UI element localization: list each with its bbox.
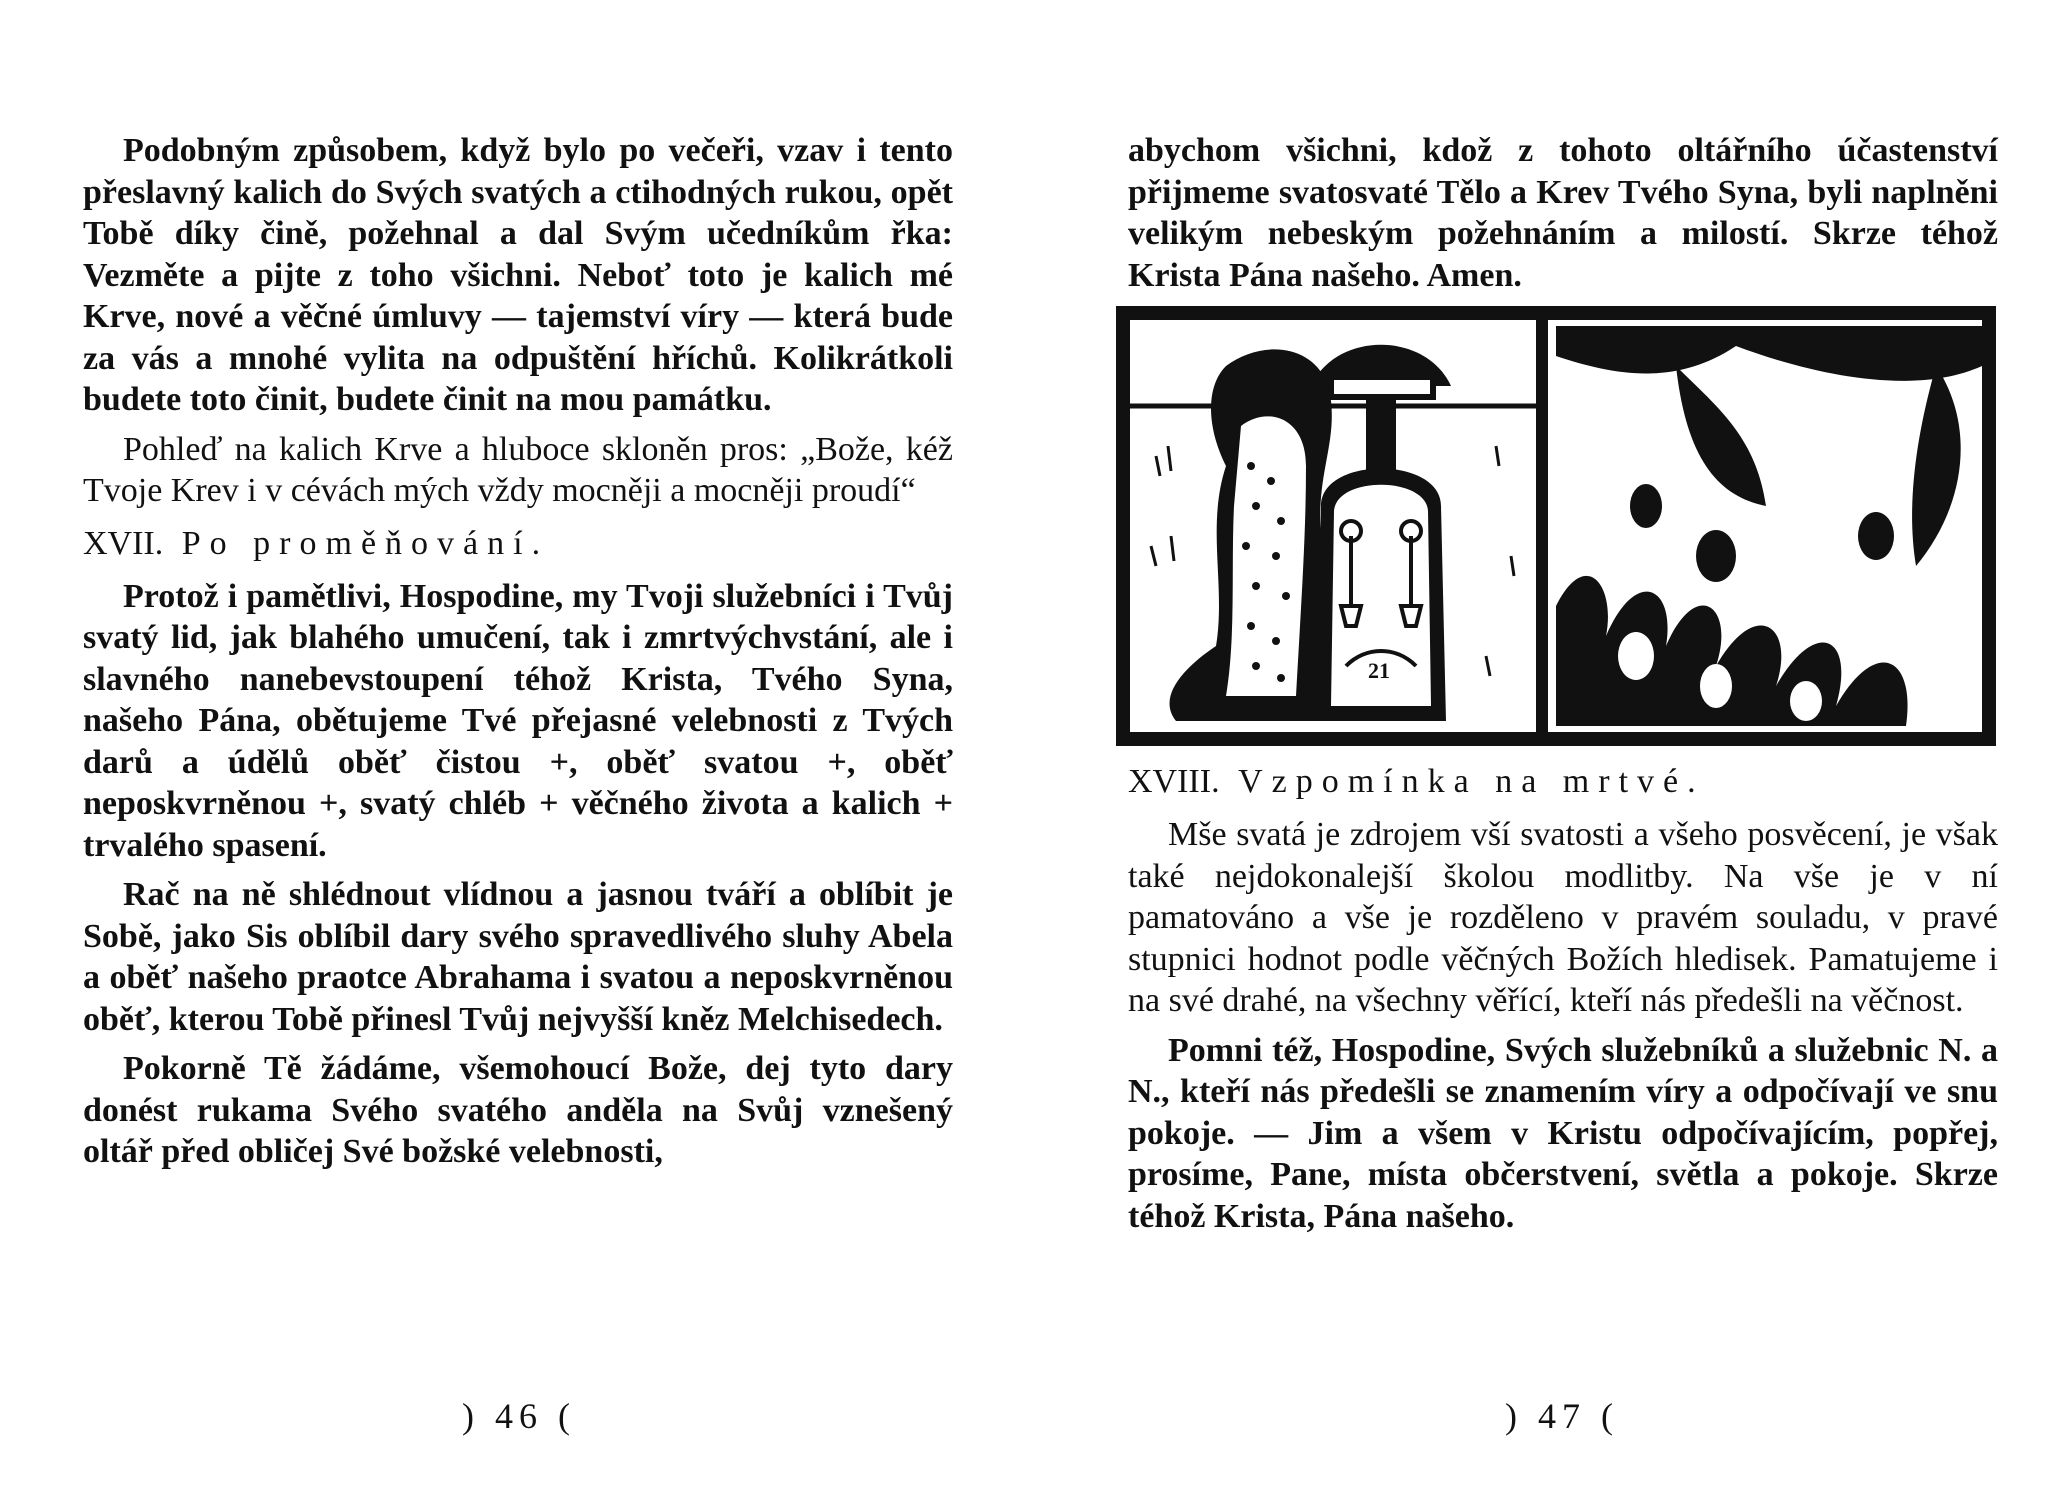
woodcut-svg xyxy=(1116,306,1996,746)
woodcut-illustration xyxy=(1116,306,1996,746)
section-heading-xviii xyxy=(1128,760,1998,804)
left-paragraph-1: Podobným způsobem, když bylo po večeři, vzav i tento přeslavný kalich do Svých svatých a ctihodných rukou, opět Tobě díky čině, požehnal a dal Svým učedníkům řka: Vezměte a pijte z toho všichni. Neboť toto je kalich mé Krve, nové a věčné úmluvy — tajemství víry — která bude za vás a mnohé vylita na odpuštění hříchů. Kolikrátkoli budete toto činit, budete činit na mou památku. xyxy=(83,132,953,418)
heading-title: Po proměňování. xyxy=(181,524,550,562)
heading-number: XVIII. xyxy=(1128,763,1220,800)
left-paragraph-4: Rač na ně shlédnout vlídnou a jasnou tváří a oblíbit je Sobě, jako Sis oblíbil dary svého spravedlivého sluhy Abela a oběť našeho praotce Abrahama i svatou a neposkvrněnou oběť, kterou Tobě přinesl Tvůj nejvyšší kněz Melchisedech. xyxy=(83,876,953,1038)
left-paragraph-2: Pohleď na kalich Krve a hluboce skloněn pros: „Bože, kéž Tvoje Krev i v cévách mých vždy mocněji a mocněji proudí“ xyxy=(83,430,953,509)
right-paragraph-top: abychom všichni, kdož z tohoto oltářního účastenství přijmeme svatosvaté Tělo a Krev Tvého Syna, byli naplněni velikým nebeským požehnáním a milostí. Skrze téhož Krista Pána našeho. Amen. xyxy=(1128,132,1998,294)
right-paragraph-1: Mše svatá je zdrojem vší svatosti a všeho posvěcení, je však také nejdokonalejší školou modlitby. Na vše je v ní pamatováno a vše je rozděleno v pravém souladu, v pravé stupnici hodnot podle věčných Božích hledisek. Pamatujeme i na své drahé, na všechny věřící, kteří nás předešli na věčnost. xyxy=(1128,816,1998,1019)
right-paragraph-2: Pomni též, Hospodine, Svých služebníků a služebnic N. a N., kteří nás předešli se znamením víry a odpočívají ve snu pokoje. — Jim a všem v Kristu odpočívajícím, popřej, prosíme, Pane, místa občerstvení, světla a pokoje. Skrze téhož Krista, Pána našeho. xyxy=(1128,1031,1998,1235)
heading-number: XVII. xyxy=(83,524,164,562)
left-page xyxy=(83,130,953,1181)
woodcut-grave-number: 21 xyxy=(1368,658,1390,683)
section-heading-xvii xyxy=(83,522,953,566)
left-paragraph-5: Pokorně Tě žádáme, všemohoucí Bože, dej tyto dary donést rukama Svého svatého anděla na Svůj vznešený oltář před obličej Své božské velebnosti, xyxy=(83,1050,953,1170)
page-number-left: ) 46 ( xyxy=(462,1396,576,1436)
right-page xyxy=(1128,130,1998,1245)
left-paragraph-3: Protož i pamětlivi, Hospodine, my Tvoji služebníci i Tvůj svatý lid, jak blahého umučení, tak i zmrtvýchvstání, ale i slavného nanebevstoupení téhož Krista, Tvého Syna, našeho Pána, obětujeme Tvé přejasné velebnosti z Tvých darů a údělů oběť čistou +, oběť svatou +, oběť neposkvrněnou +, svatý chléb + věčného života a kalich + trvalého spasení. xyxy=(83,577,953,864)
heading-title: Vzpomínka na mrtvé. xyxy=(1238,763,1705,800)
page-number-right: ) 47 ( xyxy=(1505,1396,1619,1436)
